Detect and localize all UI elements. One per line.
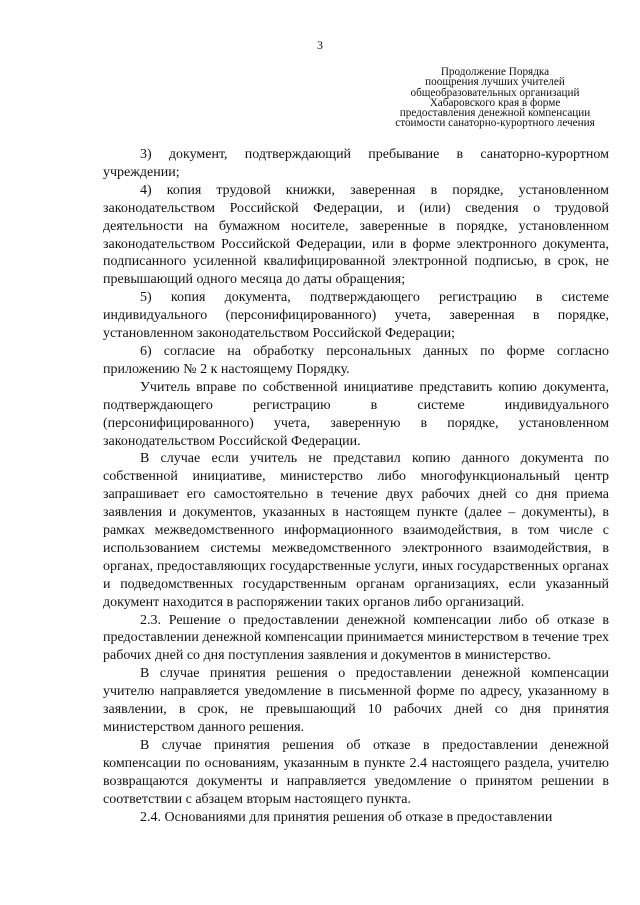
paragraph-item-3: 3) документ, подтверждающий пребывание в санаторно-курортном учреждении; bbox=[103, 147, 609, 180]
page-number: 3 bbox=[317, 38, 323, 52]
document-header bbox=[360, 67, 630, 129]
paragraph-refusal-notice: В случае принятия решения об отказе в предоставлении денежной компенсации по основаниям, указанным в пункте 2.4 настоящего раздела, учителю возвращаются документы и направляется уведомление о принятом решении в соответствии с абзацем вторым настоящего пункта. bbox=[103, 737, 609, 807]
document-body bbox=[103, 146, 609, 826]
header-line: поощрения лучших учителей bbox=[425, 76, 565, 89]
paragraph-item-4: 4) копия трудовой книжки, заверенная в порядке, установленном законодательством Российской Федерации, и (или) сведения о трудовой деятельности на бумажном носителе, заверенные в порядке, установленном законодательством Российской Федерации, или в форме электронного документа, подписанного усиленной квалифицированной электронной подписью, в срок, не превышающий одного месяца до даты обращения; bbox=[103, 182, 609, 288]
paragraph-approval-notice: В случае принятия решения о предоставлении денежной компенсации учителю направляется уведомление в письменной форме по адресу, указанному в заявлении, в срок, не превышающий 10 рабочих дней со дня принятия министерством данного решения. bbox=[103, 666, 609, 735]
paragraph-clause-2-3: 2.3. Решение о предоставлении денежной компенсации либо об отказе в предоставлении денежной компенсации принимается министерством в течение трех рабочих дней со дня поступления заявления и документов в министерство. bbox=[103, 612, 609, 664]
header-line: стоимости санаторно-курортного лечения bbox=[395, 117, 595, 130]
header-line: Продолжение Порядка bbox=[440, 66, 550, 78]
header-line: Хабаровского края в форме bbox=[429, 96, 561, 109]
paragraph-item-6: 6) согласие на обработку персональных данных по форме согласно приложению № 2 к настоящему Порядку. bbox=[103, 343, 609, 377]
header-line: предоставления денежной компенсации bbox=[399, 107, 591, 120]
paragraph-interagency-request: В случае если учитель не представил копию данного документа по собственной инициативе, министерство либо многофункциональный центр запрашивает его самостоятельно в течение двух рабочих дней со дня приема заявления и документов, указанных в настоящем пункте (далее – документы), в рамках межведомственного информационного взаимодействия, в том числе с использованием системы межведомственного электронного взаимодействия, в органах, предоставляющих государственные услуги, иных государственных органах и подведомственных государственным органам организациях, если указанный документ находится в распоряжении таких органов либо организаций. bbox=[103, 451, 609, 610]
header-line: общеобразовательных организаций bbox=[410, 86, 580, 99]
paragraph-item-5: 5) копия документа, подтверждающего регистрацию в системе индивидуального (персонифицированного) учета, заверенная в порядке, установленном законодательством Российской Федерации; bbox=[103, 290, 609, 342]
paragraph-voluntary-submission: Учитель вправе по собственной инициативе представить копию документа, подтверждающего регистрацию в системе индивидуального (персонифицированного) учета, заверенную в порядке, установленном законодательством Российской Федерации. bbox=[103, 379, 609, 449]
paragraph-clause-2-4: 2.4. Основаниями для принятия решения об отказе в предоставлении bbox=[140, 809, 553, 825]
